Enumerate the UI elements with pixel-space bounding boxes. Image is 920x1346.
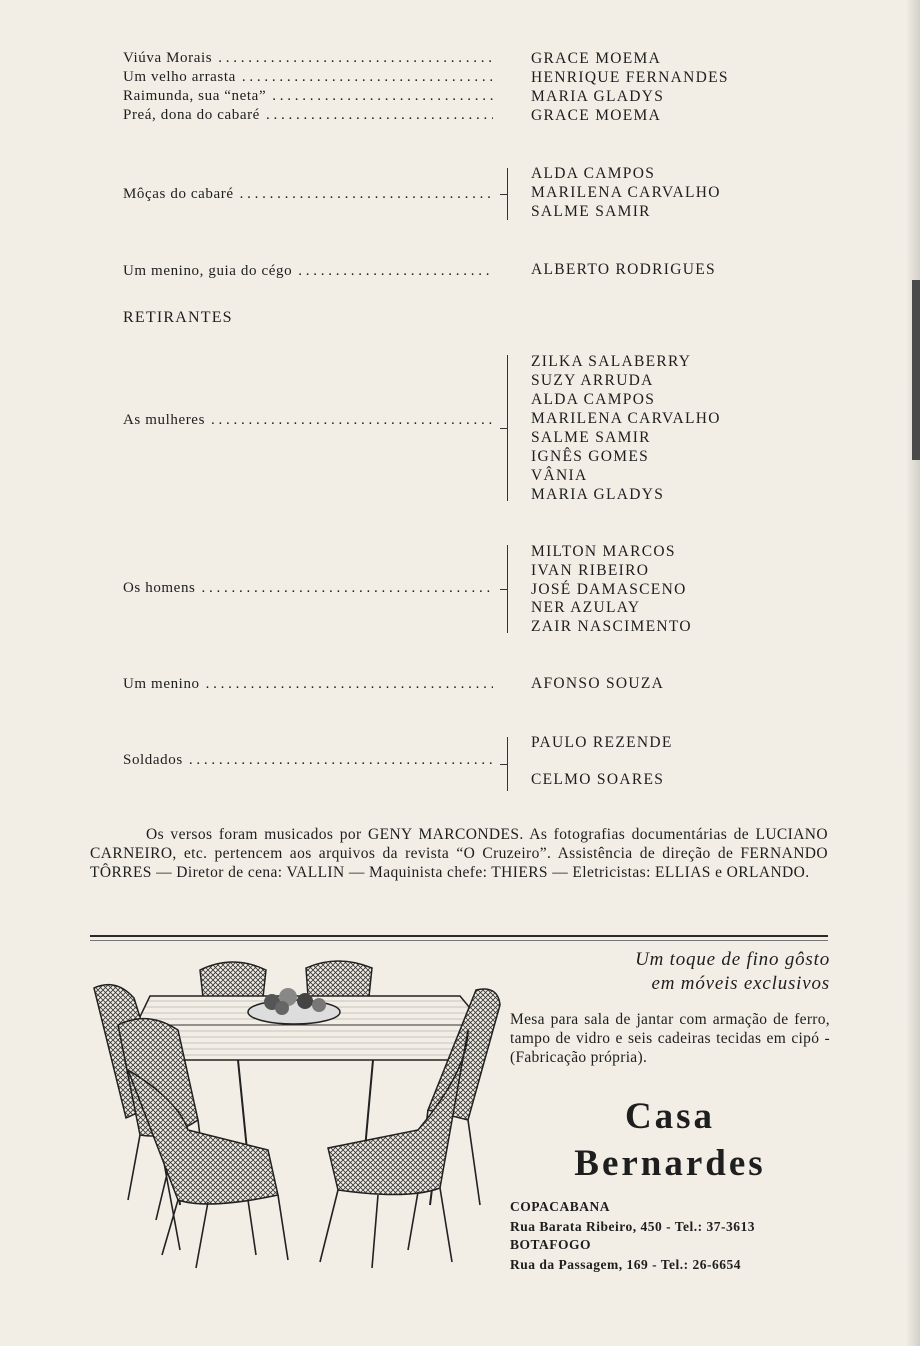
cast-actor: CELMO SOARES — [531, 771, 665, 788]
cast-role: Um menino . . . — [123, 676, 493, 693]
cast-actor: IGNÊS GOMES — [531, 448, 650, 465]
cast-actor: MARIA GLADYS — [531, 88, 665, 105]
brand-name — [510, 1093, 830, 1187]
cast-actor: SALME SAMIR — [531, 429, 651, 446]
cast-actor: ALBERTO RODRIGUES — [531, 261, 716, 278]
cast-actor: ALDA CAMPOS — [531, 165, 656, 182]
cast-actor: PAULO REZENDE — [531, 734, 673, 751]
cast-actor: AFONSO SOUZA — [531, 675, 665, 692]
cast-role: Preá, dona do cabaré . . . — [123, 107, 493, 124]
store-name: BOTAFOGO — [510, 1237, 592, 1252]
brace — [507, 737, 516, 791]
cast-actor: MARILENA CARVALHO — [531, 410, 721, 427]
cast-actor: VÂNIA — [531, 467, 588, 484]
store-address: Rua da Passagem, 169 - Tel.: 26-6654 — [510, 1257, 742, 1272]
divider-thin — [90, 940, 828, 941]
cast-actor: ZILKA SALABERRY — [531, 353, 692, 370]
cast-actor: SUZY ARRUDA — [531, 372, 654, 389]
ad-slogan-line: em móveis exclusivos — [651, 973, 830, 994]
store-address: Rua Barata Ribeiro, 450 - Tel.: 37-3613 — [510, 1219, 755, 1234]
brand-name-line: Casa — [624, 1096, 716, 1137]
cast-actor: HENRIQUE FERNANDES — [531, 69, 729, 86]
brace — [507, 545, 516, 633]
section-heading: RETIRANTES — [123, 309, 233, 326]
brace — [507, 168, 516, 220]
cast-actor: MILTON MARCOS — [531, 543, 676, 560]
ad-slogan — [510, 948, 830, 996]
cast-actor: JOSÉ DAMASCENO — [531, 581, 687, 598]
cast-actor: ALDA CAMPOS — [531, 391, 656, 408]
ad-slogan-line: Um toque de fino gôsto — [635, 949, 830, 970]
cast-actor: MARIA GLADYS — [531, 486, 665, 503]
cast-role: Môças do cabaré . . . — [123, 186, 493, 203]
cast-role: Soldados . . . — [123, 752, 493, 769]
ad-description: Mesa para sala de jantar com armação de ferro, tampo de vidro e seis cadeiras tecidas em cipó - (Fabricação própria). — [510, 1011, 830, 1066]
page-edge-mark — [912, 280, 920, 460]
cast-role: Os homens . . . — [123, 580, 493, 597]
cast-actor: ZAIR NASCIMENTO — [531, 618, 692, 635]
page-edge-shadow — [906, 0, 920, 1346]
dining-table-chairs-illustration — [88, 950, 506, 1270]
cast-role: Um velho arrasta . . . — [123, 69, 493, 86]
divider — [90, 935, 828, 937]
cast-role: Viúva Morais . . . — [123, 50, 493, 67]
cast-actor: MARILENA CARVALHO — [531, 184, 721, 201]
cast-role: Um menino, guia do cégo . . . — [123, 263, 493, 280]
cast-actor: SALME SAMIR — [531, 203, 651, 220]
cast-actor: GRACE MOEMA — [531, 50, 662, 67]
credits-paragraph — [90, 825, 828, 882]
cast-actor: IVAN RIBEIRO — [531, 562, 650, 579]
credits-text: Os versos foram musicados por GENY MARCONDES. As fotografias documentárias de LUCIANO CARNEIRO, etc. pertencem aos arquivos da revista “O Cruzeiro”. Assistência de direção de FERNANDO TÔRRES — Diretor de cena: VALLIN — Maquinista chefe: THIERS — Eletricistas: ELLIAS e ORLANDO. — [90, 826, 828, 881]
brand-name-line: Bernardes — [574, 1143, 766, 1184]
cast-role: As mulheres . . . — [123, 412, 493, 429]
cast-actor: NER AZULAY — [531, 599, 641, 616]
cast-role: Raimunda, sua “neta” . . . — [123, 88, 493, 105]
cast-actor: GRACE MOEMA — [531, 107, 662, 124]
store-name: COPACABANA — [510, 1199, 610, 1214]
brace — [507, 355, 516, 501]
